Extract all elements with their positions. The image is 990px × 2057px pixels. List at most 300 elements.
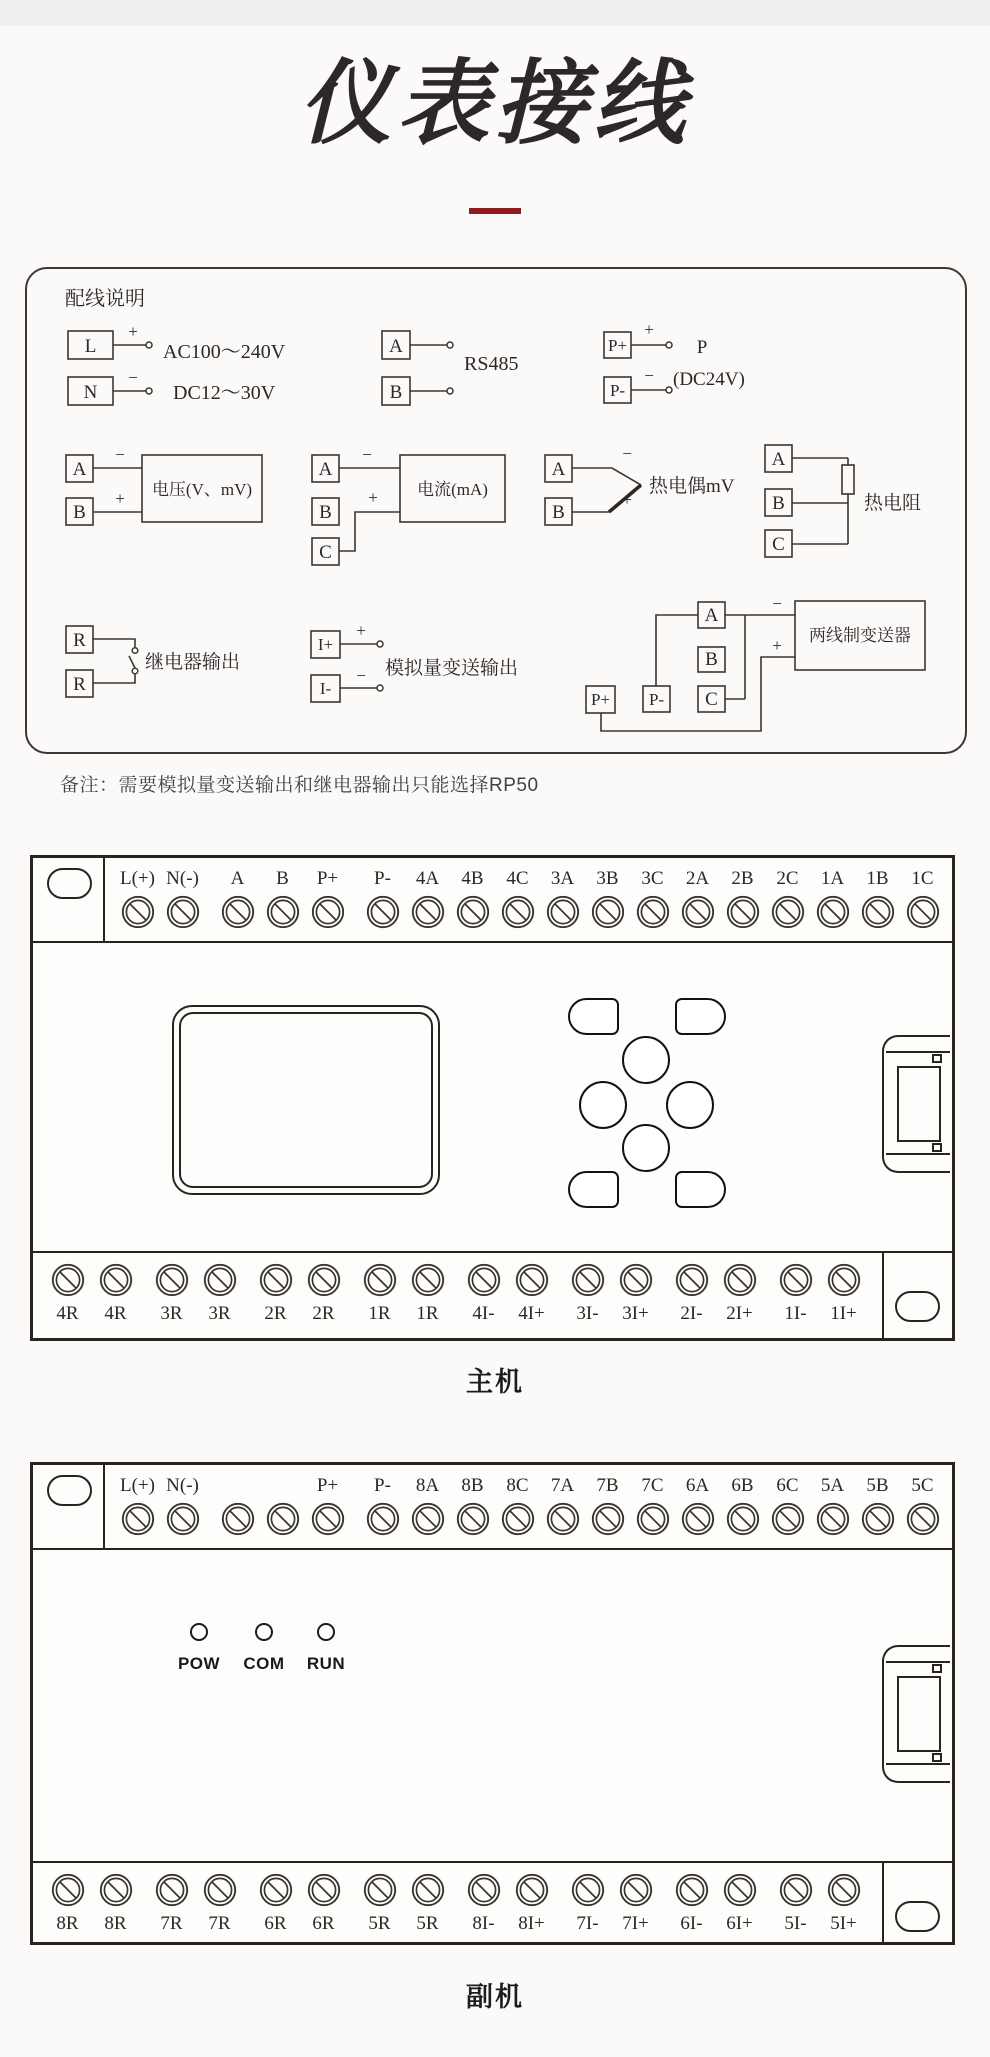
screw-terminal-icon [779,1873,813,1907]
terminal-group [358,1873,449,1937]
screw-terminal-icon [771,1502,805,1536]
terminal-label: 8I- [472,1913,495,1934]
terminal-label: 3R [208,1303,231,1324]
screw-terminal-icon [166,1502,200,1536]
key-left-button [579,1081,627,1129]
terminal-8I+ [510,1873,553,1937]
screw-terminal-icon [771,895,805,929]
plus-sign: + [128,322,138,341]
terminal-6I+ [718,1873,761,1937]
terminal-label: 5R [368,1913,391,1934]
terminal-label: 5R [416,1913,439,1934]
terminal-R: R [73,630,86,651]
terminal-group [216,1473,349,1536]
terminal-A: A [551,459,566,480]
terminal-I-minus: I- [319,679,332,698]
diagram-voltage-input [66,445,262,525]
screw-terminal-icon [311,1502,345,1536]
main-unit-panel [30,855,955,1341]
minus-sign: − [772,594,782,613]
screw-terminal-icon [571,1263,605,1297]
terminal-7R [150,1873,193,1937]
terminal-3A [541,866,584,929]
terminal-8R [94,1873,137,1937]
terminal-P-minus: P- [648,690,665,709]
terminal-label: 1C [911,868,934,889]
screw-terminal-icon [726,895,760,929]
terminal-8I- [462,1873,505,1937]
key-down-button [622,1124,670,1172]
sub-top-corner-cell [33,1465,105,1548]
terminal-8A [406,1473,449,1536]
terminal-2R [254,1263,297,1327]
terminal-group [116,866,204,929]
diagram-power-supply [68,322,286,405]
terminal-label: 2R [264,1303,287,1324]
power-out-voltage: (DC24V) [673,369,745,390]
terminal-3I- [566,1263,609,1327]
terminal-group [774,1263,865,1327]
terminal-6I- [670,1873,713,1937]
key-right-button [666,1081,714,1129]
key-bottom-right-button [675,1171,726,1208]
terminal-2I- [670,1263,713,1327]
terminal-label: 4I+ [518,1303,545,1324]
screw-terminal-icon [467,1873,501,1907]
terminal-3I+ [614,1263,657,1327]
main-bottom-terminal-section [33,1251,952,1338]
terminal-label: 7I+ [622,1913,649,1934]
terminal-label: P+ [316,1475,339,1496]
screw-terminal-icon [501,895,535,929]
side-connector [882,1645,950,1783]
terminal-group [358,1263,449,1327]
screw-terminal-icon [411,895,445,929]
terminal-1I+ [822,1263,865,1327]
sub-top-terminal-strip [105,1465,952,1536]
terminal-group [116,1473,204,1536]
terminal-label: 1B [866,868,889,889]
terminal-3C [631,866,674,929]
terminal-label: 1I- [784,1303,807,1324]
terminal-P-minus: P- [609,381,626,400]
terminal-group [150,1873,241,1937]
key-top-left-button [568,998,619,1035]
terminal-7A [541,1473,584,1536]
screw-terminal-icon [411,1502,445,1536]
mounting-slot-icon [47,1475,92,1506]
terminal-2B [721,866,764,929]
terminal-8C [496,1473,539,1536]
sub-unit-caption: 副机 [466,1982,524,2012]
red-divider [469,208,521,214]
terminal-label: 4A [415,868,440,889]
terminal-group [361,1473,944,1536]
terminal-label: 5B [866,1475,889,1496]
terminal-5A [811,1473,854,1536]
side-connector-slot [897,1676,941,1752]
screw-terminal-icon [861,1502,895,1536]
screw-terminal-icon [51,1263,85,1297]
terminal-3B [586,866,629,929]
screw-terminal-icon [51,1873,85,1907]
led-run [301,1623,351,1674]
screw-terminal-icon [221,1502,255,1536]
mounting-slot-icon [895,1291,940,1322]
terminal-label: 3I- [576,1303,599,1324]
screw-terminal-icon [619,1873,653,1907]
terminal-label: 4B [461,868,484,889]
sub-bottom-terminal-section [33,1861,952,1942]
terminal-8B [451,1473,494,1536]
terminal-label: 5A [820,1475,845,1496]
terminal-4I+ [510,1263,553,1327]
terminal-P- [361,1473,404,1536]
terminal-label: 3C [641,868,664,889]
rs485-label: RS485 [464,353,519,375]
terminal-7I+ [614,1873,657,1937]
lcd-display [172,1005,440,1195]
terminal-5R [406,1873,449,1937]
screw-terminal-icon [636,895,670,929]
terminal-6C [766,1473,809,1536]
screw-terminal-icon [363,1873,397,1907]
terminal-label: 6R [264,1913,287,1934]
screw-terminal-icon [827,1263,861,1297]
terminal-2A [676,866,719,929]
terminal-4R [94,1263,137,1327]
terminal-L: L [84,336,97,357]
screw-terminal-icon [681,1502,715,1536]
screw-terminal-icon [155,1873,189,1907]
terminal-7I- [566,1873,609,1937]
terminal-label: 7C [641,1475,664,1496]
terminal-label: 4R [56,1303,79,1324]
diagram-rs485 [382,331,518,405]
terminal-1B [856,866,899,929]
terminal-label: P- [374,868,391,889]
terminal-group [254,1873,345,1937]
screw-terminal-icon [456,895,490,929]
screw-terminal-icon [546,1502,580,1536]
terminal-label: 2I- [680,1303,703,1324]
terminal-label: 7A [550,1475,575,1496]
led-com [239,1623,289,1674]
terminal-C: C [772,534,785,555]
screw-terminal-icon [99,1263,133,1297]
terminal-6R [302,1873,345,1937]
terminal-P+ [306,866,349,929]
terminal-blank [261,1473,304,1536]
terminal-label: 1R [416,1303,439,1324]
terminal-4C [496,866,539,929]
led-run-icon [317,1623,335,1641]
terminal-L(+) [116,866,159,929]
screw-terminal-icon [816,1502,850,1536]
mounting-slot-icon [895,1901,940,1932]
terminal-label: 8I+ [518,1913,545,1934]
screw-terminal-icon [266,1502,300,1536]
screw-terminal-icon [411,1263,445,1297]
plus-sign: + [644,320,654,339]
screw-terminal-icon [121,1502,155,1536]
main-bottom-corner-cell [882,1253,952,1338]
transmitter-label: 两线制变送器 [809,626,911,645]
terminal-4I- [462,1263,505,1327]
terminal-B: B [705,649,718,670]
screw-terminal-icon [363,1263,397,1297]
terminal-I-plus: I+ [317,635,334,654]
terminal-4A [406,866,449,929]
terminal-label: 2A [685,868,710,889]
terminal-label: 1A [820,868,845,889]
screw-terminal-icon [546,895,580,929]
terminal-5I- [774,1873,817,1937]
terminal-label: L(+) [120,1475,155,1496]
terminal-R: R [73,674,86,695]
terminal-label: 4C [506,868,529,889]
terminal-label: 4I- [472,1303,495,1324]
main-bottom-terminal-strip [33,1253,865,1327]
thermocouple-label: 热电偶mV [649,476,735,497]
terminal-N: N [83,382,98,403]
terminal-A: A [704,605,719,626]
terminal-label: 6I- [680,1913,703,1934]
terminal-label: 6I+ [726,1913,753,1934]
terminal-group [216,866,349,929]
terminal-1I- [774,1263,817,1327]
terminal-1R [358,1263,401,1327]
terminal-6B [721,1473,764,1536]
led-pow-label: POW [177,1654,221,1673]
minus-sign: − [356,666,366,685]
screw-terminal-icon [906,895,940,929]
led-pow [174,1623,224,1674]
screw-terminal-icon [681,895,715,929]
terminal-C: C [319,542,332,563]
terminal-label: 8R [56,1913,79,1934]
screw-terminal-icon [456,1502,490,1536]
terminal-5B [856,1473,899,1536]
wiring-diagrams [27,269,965,752]
key-top-right-button [675,998,726,1035]
terminal-group [462,1873,553,1937]
led-pow-icon [190,1623,208,1641]
terminal-A: A [389,336,403,357]
terminal-group [254,1263,345,1327]
terminal-label: P+ [316,868,339,889]
screw-terminal-icon [411,1873,445,1907]
screw-terminal-icon [99,1873,133,1907]
terminal-group [670,1873,761,1937]
diagram-rtd [765,445,921,557]
diagram-power-out [604,320,745,403]
terminal-P-plus: P+ [607,336,628,355]
screw-terminal-icon [155,1263,189,1297]
terminal-A [216,866,259,929]
terminal-label: 7B [596,1475,619,1496]
terminal-P+ [306,1473,349,1536]
terminal-label: N(-) [166,1475,199,1496]
terminal-label: 2C [776,868,799,889]
screw-terminal-icon [619,1263,653,1297]
plus-sign: + [368,488,378,507]
screw-terminal-icon [166,895,200,929]
rtd-label: 热电阻 [864,493,922,514]
terminal-2R [302,1263,345,1327]
sub-unit-panel [30,1462,955,1945]
screw-terminal-icon [221,895,255,929]
terminal-label: 3B [596,868,619,889]
screw-terminal-icon [726,1502,760,1536]
terminal-label: 6A [685,1475,710,1496]
terminal-label: 6C [776,1475,799,1496]
screw-terminal-icon [675,1873,709,1907]
terminal-B: B [389,382,403,403]
terminal-label: 8R [104,1913,127,1934]
terminal-group [774,1873,865,1937]
terminal-label: B [276,868,289,889]
minus-sign: − [128,368,138,387]
screw-terminal-icon [266,895,300,929]
screw-terminal-icon [203,1263,237,1297]
main-top-corner-cell [33,858,105,941]
terminal-group [150,1263,241,1327]
key-bottom-left-button [568,1171,619,1208]
analog-out-label: 模拟量变送输出 [385,658,519,679]
voltage-label: 电压(V、mV) [151,480,253,499]
minus-sign: − [362,445,372,464]
terminal-8R [46,1873,89,1937]
terminal-4B [451,866,494,929]
side-connector-slot [897,1066,941,1142]
diagram-thermocouple [545,444,735,525]
power-out-label: P [696,337,708,358]
terminal-group [462,1263,553,1327]
terminal-label: 3A [550,868,575,889]
terminal-P- [361,866,404,929]
screw-terminal-icon [906,1502,940,1536]
terminal-label: 3I+ [622,1303,649,1324]
terminal-label: 7R [208,1913,231,1934]
terminal-N(-) [161,1473,204,1536]
sub-top-terminal-section [33,1465,952,1550]
screw-terminal-icon [571,1873,605,1907]
terminal-group [361,866,944,929]
terminal-label: 5I- [784,1913,807,1934]
side-connector [882,1035,950,1173]
terminal-label: L(+) [120,868,155,889]
minus-sign: − [115,445,125,464]
top-strip [0,0,990,26]
led-com-label: COM [243,1654,285,1673]
terminal-A: A [318,459,333,480]
screw-terminal-icon [203,1873,237,1907]
screw-terminal-icon [259,1263,293,1297]
screw-terminal-icon [121,895,155,929]
screw-terminal-icon [366,1502,400,1536]
terminal-label: 2B [731,868,754,889]
current-label: 电流(mA) [417,480,488,499]
screw-terminal-icon [591,895,625,929]
diagram-analog-output [311,621,518,702]
terminal-3R [150,1263,193,1327]
screw-terminal-icon [259,1873,293,1907]
terminal-group [566,1263,657,1327]
wiring-box-heading: 配线说明 [65,288,145,310]
terminal-1C [901,866,944,929]
terminal-label: 7R [160,1913,183,1934]
lcd-display-inner [179,1012,433,1188]
terminal-6A [676,1473,719,1536]
main-top-terminal-section [33,858,952,943]
wiring-explanation-box [25,267,967,754]
minus-sign: − [644,366,654,385]
screw-terminal-icon [723,1263,757,1297]
plus-sign: + [356,621,366,640]
terminal-label: P- [374,1475,391,1496]
sub-bottom-corner-cell [882,1863,952,1942]
terminal-A: A [771,449,786,470]
screw-terminal-icon [723,1873,757,1907]
terminal-6R [254,1873,297,1937]
terminal-3R [198,1263,241,1327]
terminal-label: 5C [911,1475,934,1496]
led-com-icon [255,1623,273,1641]
screw-terminal-icon [861,895,895,929]
terminal-label: A [230,868,245,889]
terminal-blank [216,1473,259,1536]
terminal-label: N(-) [166,868,199,889]
terminal-label: 2R [312,1303,335,1324]
mounting-slot-icon [47,868,92,899]
terminal-7B [586,1473,629,1536]
terminal-label: 4R [104,1303,127,1324]
terminal-label: 5I+ [830,1913,857,1934]
screw-terminal-icon [515,1263,549,1297]
terminal-5I+ [822,1873,865,1937]
main-top-terminal-strip [105,858,952,929]
screw-terminal-icon [591,1502,625,1536]
terminal-P-plus: P+ [590,690,611,709]
terminal-B: B [319,502,332,523]
terminal-B: B [552,502,565,523]
terminal-2C [766,866,809,929]
terminal-7C [631,1473,674,1536]
diagram-two-wire-transmitter [586,594,925,731]
terminal-7R [198,1873,241,1937]
terminal-group [46,1263,137,1327]
terminal-label: 8A [415,1475,440,1496]
plus-sign: + [115,489,125,508]
terminal-5R [358,1873,401,1937]
terminal-B: B [73,502,86,523]
screw-terminal-icon [827,1873,861,1907]
terminal-label: 8B [461,1475,484,1496]
page-title: 仪表接线 [298,50,691,157]
terminal-label: 7I- [576,1913,599,1934]
terminal-group [670,1263,761,1327]
screw-terminal-icon [636,1502,670,1536]
power-range-dc: DC12～30V [173,382,276,404]
terminal-A: A [72,459,87,480]
screw-terminal-icon [675,1263,709,1297]
relay-label: 继电器输出 [145,652,241,673]
screw-terminal-icon [307,1263,341,1297]
terminal-label: 1R [368,1303,391,1324]
terminal-group [566,1873,657,1937]
terminal-1A [811,866,854,929]
